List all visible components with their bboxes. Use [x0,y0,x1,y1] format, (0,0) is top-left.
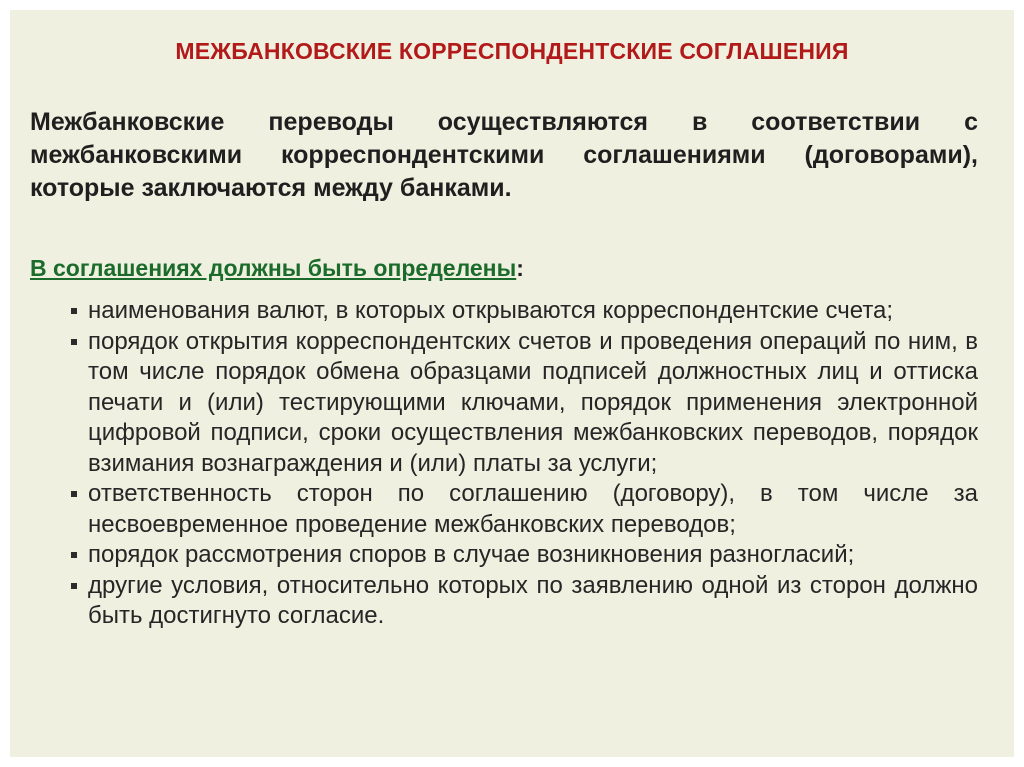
list-item [68,327,978,480]
section-heading-colon: : [516,255,524,281]
bullet-icon [71,583,77,589]
bullet-icon [71,491,77,497]
slide [10,10,1014,757]
bullet-icon [71,308,77,314]
list-item-text: порядок открытия корреспондентских счетов и проведения операций по ним, в том числе порядок обмена образцами подписей должностных лиц и оттиска печати и (или) тестирующими ключами, порядок применения электронной цифровой подписи, сроки осуществления межбанковских переводов, порядок взимания вознаграждения и (или) платы за услуги; [88,327,978,477]
list-item [68,571,978,632]
bullet-icon [71,552,77,558]
list-item-text: порядок рассмотрения споров в случае возникновения разногласий; [88,541,855,568]
section-heading-text: В соглашениях должны быть определены [30,255,517,281]
intro-paragraph: Межбанковские переводы осуществляются в соответствии с межбанковскими корреспондентскими соглашениями (договорами), которые заключаются между банками. [30,108,978,202]
list-item-text: наименования валют, в которых открываются корреспондентские счета; [88,297,894,324]
section-heading [30,253,524,283]
conditions-list [68,296,978,632]
list-item [68,479,978,540]
slide-title: МЕЖБАНКОВСКИЕ КОРРЕСПОНДЕНТСКИЕ СОГЛАШЕНИЯ [175,38,849,64]
list-item [68,296,978,327]
list-item [68,540,978,571]
list-item-text: другие условия, относительно которых по заявлению одной из сторон должно быть достигнуто согласие. [88,571,978,629]
bullet-icon [71,339,77,345]
list-item-text: ответственность сторон по соглашению (договору), в том числе за несвоевременное проведение межбанковских переводов; [88,480,978,538]
